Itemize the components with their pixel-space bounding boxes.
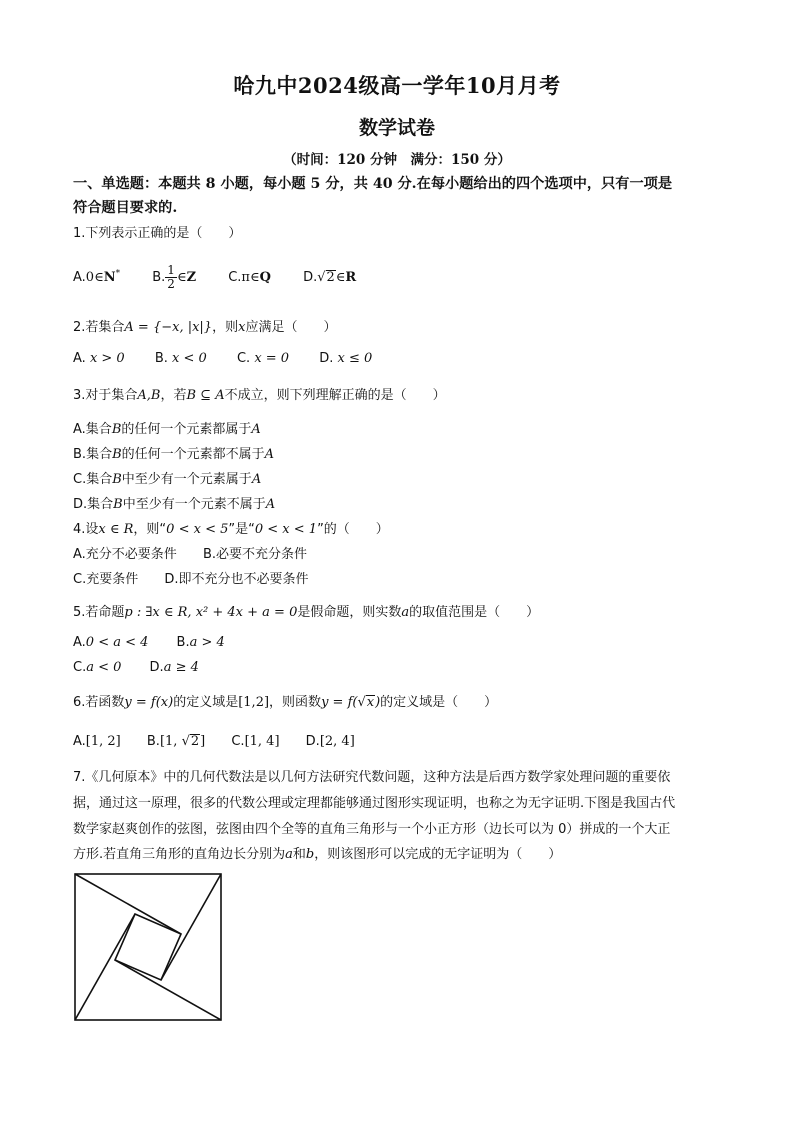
outer-square <box>75 874 221 1020</box>
q2-option-b: B. x < 0 <box>154 351 207 366</box>
fraction: $\frac{1}{2}$ <box>167 263 175 292</box>
question-5-stem: 5.若命题p : ∃x ∈ R, x² + 4x + a = 0是假命题，则实数a的取值范围是（ ） <box>73 605 540 620</box>
section-heading: 一、单选题：本题共 8 小题，每小题 5 分，共 40 分.在每小题给出的四个选项中，只有一项是 <box>73 176 673 192</box>
question-4-options-row1 <box>73 543 307 562</box>
q1-option-a: A.0∈N* <box>73 269 121 286</box>
q4-option-d: D.即不充分也不必要条件 <box>164 572 309 587</box>
q3-option-a: A.集合B的任何一个元素都属于A <box>73 422 261 437</box>
q4-option-c: C.充要条件 <box>73 572 139 587</box>
question-7-line-1: 7.《几何原本》中的几何代数法是以几何方法研究代数问题，这种方法是后西方数学家处理问题的重要依 <box>73 770 671 785</box>
inner-small-square <box>115 914 181 980</box>
question-1-stem: 1.下列表示正确的是（ ） <box>73 226 242 241</box>
question-2-options <box>73 351 372 366</box>
exam-subtitle: 数学试卷 <box>358 117 435 139</box>
q1-option-b: B. $\frac{1}{2}$ ∈Z <box>152 263 197 292</box>
question-4-stem: 4.设x ∈ R，则“0 < x < 5”是“0 < x < 1”的（ ） <box>73 522 389 537</box>
q3-option-b: B.集合B的任何一个元素都不属于A <box>73 447 275 462</box>
q2-option-c: C. x = 0 <box>236 351 290 366</box>
question-6-stem: 6.若函数y = f(x)的定义域是[1,2]，则函数y = f(√x)的定义域是（ ） <box>73 695 498 710</box>
question-6-options <box>73 734 355 749</box>
zhao-shuang-string-diagram <box>74 873 222 1022</box>
q6-option-a: A.[1, 2] <box>73 734 121 749</box>
q4-option-b: B.必要不充分条件 <box>202 547 308 562</box>
q5-option-b: B.a > 4 <box>176 635 225 650</box>
q4-option-a: A.充分不必要条件 <box>73 547 177 562</box>
q6-option-b: B.[1, √2] <box>146 734 206 749</box>
q1-option-d: D.√2∈R <box>303 270 357 286</box>
question-1-options <box>73 256 356 292</box>
section-heading-cont: 符合题目要求的. <box>73 200 178 216</box>
q5-option-c: C.a < 0 <box>73 660 122 675</box>
q5-option-d: D.a ≥ 4 <box>149 660 199 675</box>
question-7-line-3: 数学家赵爽创作的弦图，弦图由四个全等的直角三角形与一个小正方形（边长可以为 0）拼成的一个大正 <box>73 822 671 837</box>
question-7-line-2: 据，通过这一原理，很多的代数公理或定理都能够通过图形实现证明，也称之为无字证明.下图是我国古代 <box>73 796 676 811</box>
q1-option-c: C.π∈Q <box>228 270 271 286</box>
q6-option-c: C.[1, 4] <box>231 734 280 749</box>
q3-option-c: C.集合B中至少有一个元素属于A <box>73 472 262 487</box>
question-4-options-row2 <box>73 568 309 587</box>
q5-option-a: A.0 < a < 4 <box>73 635 149 650</box>
question-7-line-4: 方形.若直角三角形的直角边长分别为a和b，则该图形可以完成的无字证明为（ ） <box>73 847 562 862</box>
q2-option-d: D. x ≤ 0 <box>319 351 373 366</box>
question-3-stem: 3.对于集合A,B，若B ⊆ A不成立，则下列理解正确的是（ ） <box>73 388 446 403</box>
time-info: （时间：120 分钟 满分：150 分） <box>283 152 511 168</box>
question-5-options-row1 <box>73 635 225 650</box>
q6-option-d: D.[2, 4] <box>305 734 355 749</box>
q3-option-d: D.集合B中至少有一个元素不属于A <box>73 497 276 512</box>
question-2-stem: 2.若集合A = {−x, |x|}，则x应满足（ ） <box>73 320 337 335</box>
exam-title: 哈九中2024级高一学年10月月考 <box>233 73 561 98</box>
question-5-options-row2 <box>73 660 199 675</box>
q2-option-a: A. x > 0 <box>73 351 125 366</box>
